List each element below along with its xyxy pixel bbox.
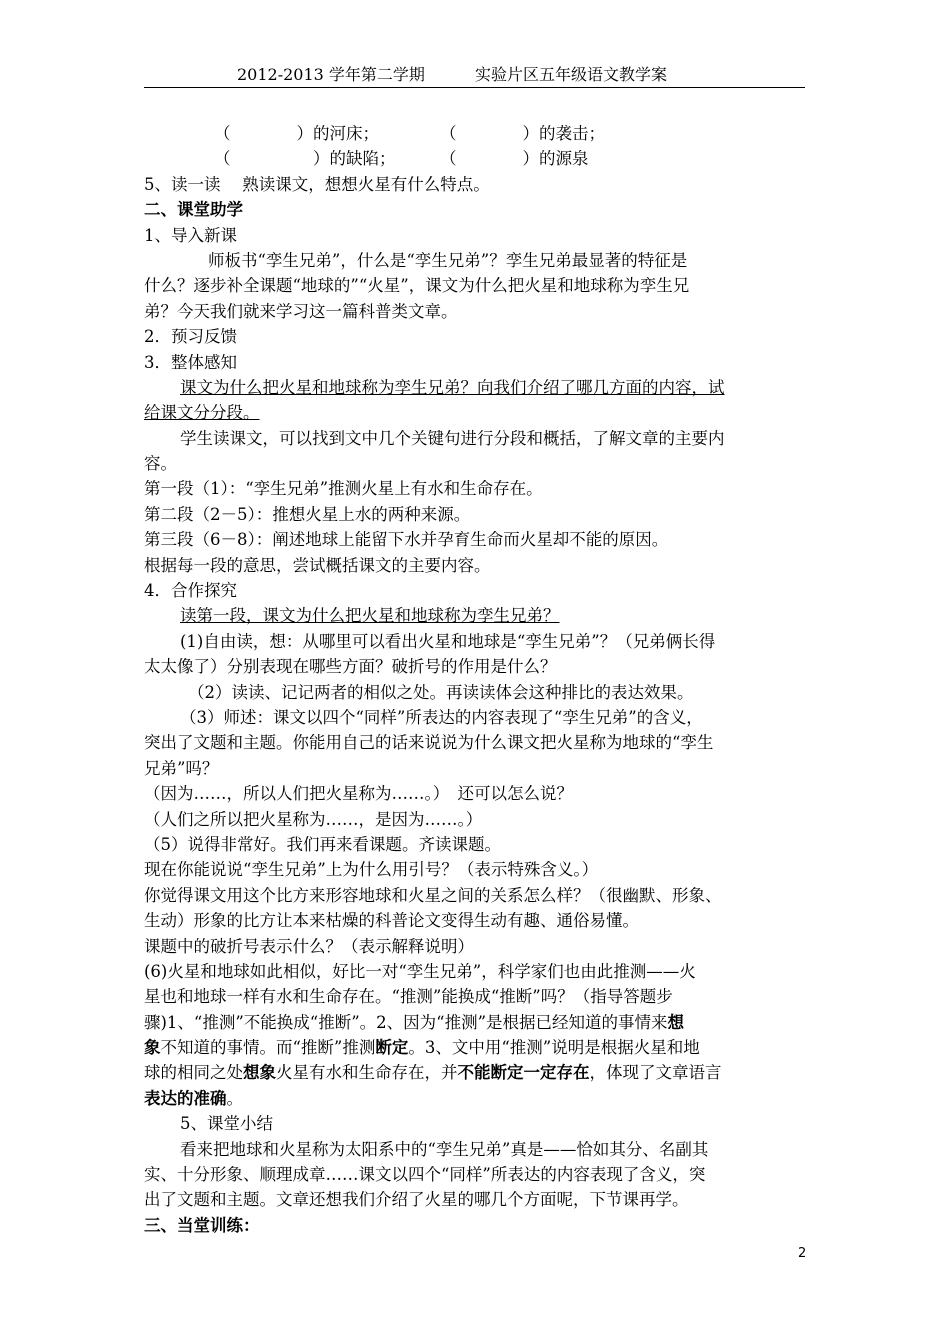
header-term: 2012-2013 学年第二学期 — [237, 65, 425, 84]
step-heading: 1、导入新课 — [144, 225, 237, 245]
step-heading: 5、课堂小结 — [180, 1114, 273, 1134]
text-line: （2）读读、记记两者的相似之处。再读读体会这种排比的表达效果。 — [188, 682, 694, 702]
paragraph-summary: 第一段（1）：“孪生兄弟”推测火星上有水和生命存在。 — [144, 479, 543, 499]
fill-blank-item: （ ）的缺陷； — [214, 149, 396, 169]
text-line: 你觉得课文用这个比方来形容地球和火星之间的关系怎么样？（很幽默、形象、 — [144, 885, 722, 905]
bold-segment: 象 — [144, 1038, 161, 1058]
fill-blank-row — [144, 121, 812, 146]
header-title: 实验片区五年级语文教学案 — [475, 65, 668, 84]
text-line: (1)自由读，想：从哪里可以看出火星和地球是“孪生兄弟”？（兄弟俩长得 — [180, 631, 716, 651]
text-line — [144, 1010, 812, 1035]
text-segment: 火星有水和生命存在，并 — [276, 1063, 458, 1083]
text-line: 师板书“孪生兄弟”，什么是“孪生兄弟”？孪生兄弟最显著的特征是 — [208, 250, 688, 270]
section-heading: 三、当堂训练： — [144, 1215, 260, 1235]
text-line — [144, 1035, 812, 1060]
text-line: 生动）形象的比方让本来枯燥的科普论文变得生动有趣、通俗易懂。 — [144, 911, 639, 931]
header-rule — [144, 87, 805, 88]
paragraph-summary: 第三段（6－8）：阐述地球上能留下水并孕育生命而火星却不能的原因。 — [144, 530, 669, 550]
text-line: 什么？逐步补全课题“地球的”“火星”，课文为什么把火星和地球称为孪生兄 — [144, 276, 690, 296]
section-heading: 二、课堂助学 — [144, 200, 243, 220]
text-line: 学生读课文，可以找到文中几个关键句进行分段和概括，了解文章的主要内 — [180, 428, 725, 448]
paragraph-summary: 第二段（2－5）：推想火星上水的两种来源。 — [144, 504, 471, 524]
text-segment: 球的相同之处 — [144, 1063, 243, 1083]
text-segment: 不知道的事情。而“推断”推测 — [160, 1038, 376, 1058]
step-heading: 2．预习反馈 — [144, 327, 237, 347]
page-number: 2 — [798, 1246, 807, 1261]
bold-segment: 不能断定一定存在 — [457, 1063, 590, 1083]
text-line: （人们之所以把火星称为……，是因为……。） — [144, 809, 483, 829]
fill-blank-item: （ ）的河床； — [214, 124, 379, 143]
text-line — [144, 1060, 812, 1085]
text-line: 太太像了）分别表现在哪些方面？破折号的作用是什么？ — [144, 657, 557, 677]
text-line: （5）说得非常好。我们再来看课题。齐读课题。 — [144, 834, 501, 854]
text-line: 突出了文题和主题。你能用自己的话来说说为什么课文把火星称为地球的“孪生 — [144, 733, 714, 753]
text-line: 星也和地球一样有水和生命存在。“推测”能换成“推断”吗？（指导答题步 — [144, 987, 673, 1007]
text-segment: 骤)1、“推测”不能换成“推断”。2、因为“推测”是根据已经知道的事情来 — [144, 1012, 668, 1032]
text-line: 根据每一段的意思，尝试概括课文的主要内容。 — [144, 555, 491, 575]
text-line: 现在你能说说“孪生兄弟”上为什么用引号？（表示特殊含义。） — [144, 860, 599, 880]
text-line — [144, 1086, 812, 1111]
text-line: (6)火星和地球如此相似，好比一对“孪生兄弟”，科学家们也由此推测——火 — [144, 961, 696, 981]
step-heading: 3．整体感知 — [144, 352, 237, 372]
bold-segment: 想象 — [243, 1063, 276, 1083]
underlined-question: 课文为什么把火星和地球称为孪生兄弟？向我们介绍了哪几方面的内容，试 — [180, 377, 725, 397]
text-line: 看来把地球和火星称为太阳系中的“孪生兄弟”真是——恰如其分、名副其 — [180, 1139, 709, 1159]
question-line — [144, 375, 812, 400]
text-segment: 。 — [226, 1088, 243, 1108]
fill-blank-row — [144, 146, 812, 171]
text-line: 兄弟”吗？ — [144, 758, 219, 778]
question-line — [144, 400, 812, 425]
text-segment: 。3、文中用“推测”说明是根据火星和地 — [408, 1038, 700, 1058]
bold-segment: 断定 — [375, 1038, 409, 1058]
fill-blank-item: （ ）的源泉 — [440, 149, 589, 169]
text-line: 实、十分形象、顺理成章……课文以四个“同样”所表达的内容表现了含义，突 — [144, 1165, 706, 1185]
text-line: 弟？今天我们就来学习这一篇科普类文章。 — [144, 301, 458, 321]
underlined-question: 读第一段，课文为什么把火星和地球称为孪生兄弟？ — [180, 606, 560, 626]
fill-blank-item: （ ）的袭击； — [440, 124, 605, 143]
question-line — [144, 603, 812, 628]
text-line: （因为……，所以人们把火星称为……。） 还可以怎么说？ — [144, 784, 573, 804]
page-header — [0, 62, 950, 86]
exercise-line: 5、读一读 熟读课文，想想火星有什么特点。 — [144, 174, 490, 194]
document-body — [144, 121, 812, 1238]
text-segment: ，体现了文章语言 — [589, 1063, 722, 1083]
bold-segment: 想 — [667, 1012, 685, 1032]
text-line: 出了文题和主题。文章还想我们介绍了火星的哪几个方面呢，下节课再学。 — [144, 1190, 689, 1210]
underlined-question: 给课文分分段。 — [144, 403, 260, 423]
text-line: 课题中的破折号表示什么？（表示解释说明） — [144, 936, 474, 956]
text-line: 容。 — [144, 454, 177, 474]
bold-segment: 表达的准确 — [144, 1088, 227, 1108]
step-heading: 4．合作探究 — [144, 581, 237, 601]
text-line: （3）师述：课文以四个“同样”所表达的内容表现了“孪生兄弟”的含义， — [180, 707, 703, 727]
